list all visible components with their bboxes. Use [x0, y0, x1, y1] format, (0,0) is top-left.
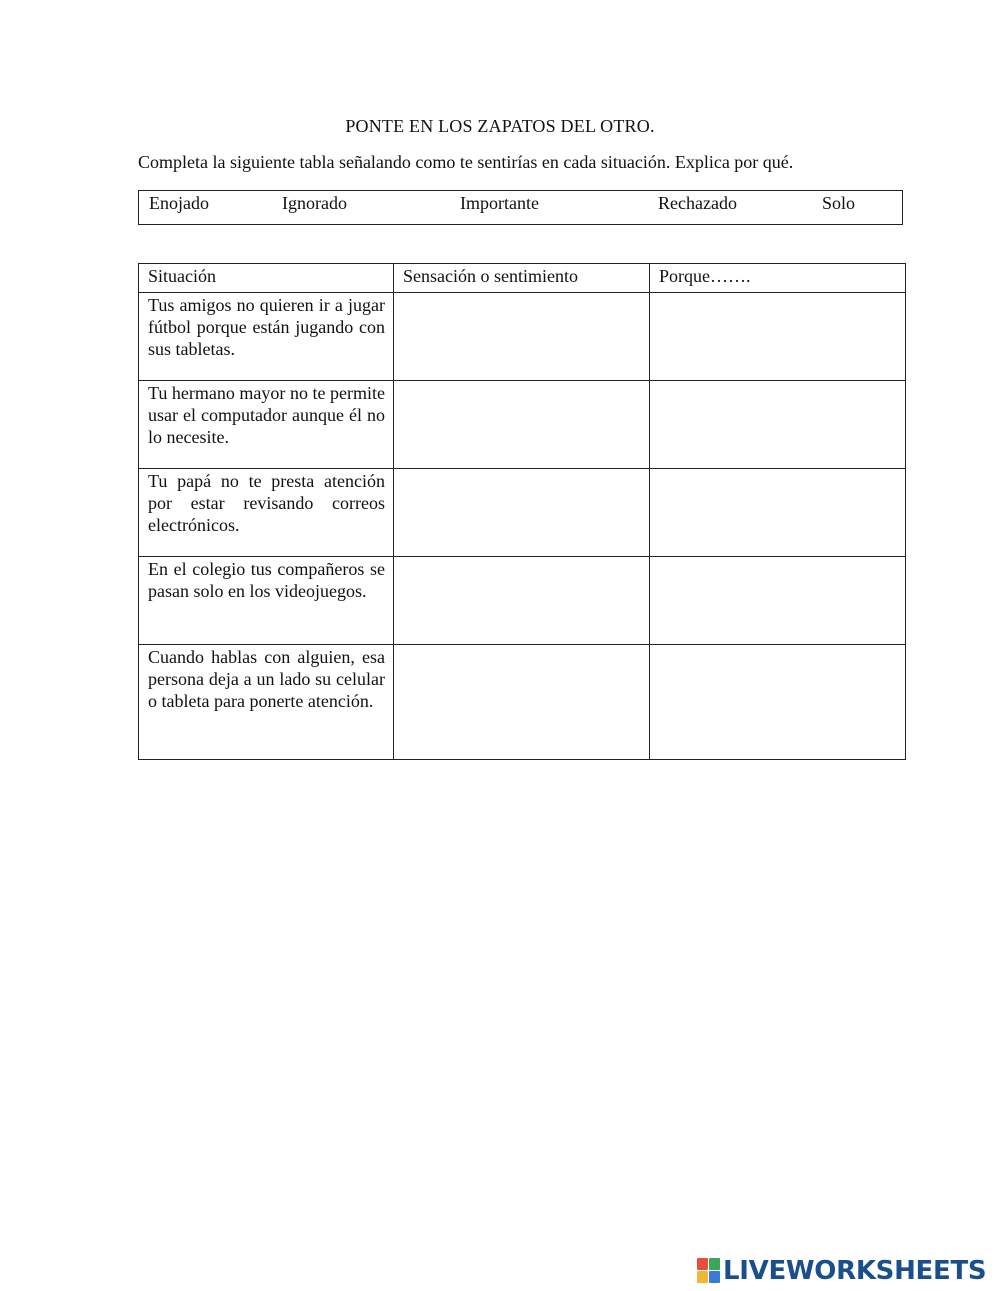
logo-square	[709, 1258, 720, 1270]
header-sensacion: Sensación o sentimiento	[394, 264, 650, 293]
reason-answer-cell[interactable]	[650, 293, 906, 381]
header-porque: Porque…….	[650, 264, 906, 293]
situations-table	[138, 263, 906, 760]
feeling-answer-cell[interactable]	[394, 293, 650, 381]
logo-square	[709, 1271, 720, 1283]
feeling-answer-cell[interactable]	[394, 645, 650, 760]
table-row	[139, 469, 906, 557]
liveworksheets-logo	[697, 1255, 986, 1287]
feeling-answer-cell[interactable]	[394, 557, 650, 645]
logo-square	[697, 1271, 708, 1283]
table-row	[139, 645, 906, 760]
word-bank-item-rechazado: Rechazado	[658, 193, 737, 213]
situation-cell: Tu hermano mayor no te permite usar el computador aunque él no lo necesite.	[139, 381, 394, 469]
page-title: PONTE EN LOS ZAPATOS DEL OTRO.	[345, 116, 655, 136]
logo-square	[697, 1258, 708, 1270]
word-bank	[138, 190, 903, 225]
feeling-answer-cell[interactable]	[394, 381, 650, 469]
instructions: Completa la siguiente tabla señalando como te sentirías en cada situación. Explica por qué.	[138, 152, 794, 172]
word-bank-item-solo: Solo	[822, 193, 856, 213]
table-row	[139, 293, 906, 381]
situation-cell: En el colegio tus compañeros se pasan solo en los videojuegos.	[139, 557, 394, 645]
word-bank-item-enojado: Enojado	[149, 193, 209, 213]
reason-answer-cell[interactable]	[650, 469, 906, 557]
table-row	[139, 381, 906, 469]
header-situacion: Situación	[139, 264, 394, 293]
feeling-answer-cell[interactable]	[394, 469, 650, 557]
table-header-row	[139, 264, 906, 293]
situation-cell: Cuando hablas con alguien, esa persona deja a un lado su celular o tableta para ponerte atención.	[139, 645, 394, 760]
reason-answer-cell[interactable]	[650, 645, 906, 760]
reason-answer-cell[interactable]	[650, 381, 906, 469]
situation-cell: Tu papá no te presta atención por estar revisando correos electrónicos.	[139, 469, 394, 557]
situation-cell: Tus amigos no quieren ir a jugar fútbol porque están jugando con sus tabletas.	[139, 293, 394, 381]
liveworksheets-mark-icon	[697, 1258, 721, 1284]
word-bank-item-importante: Importante	[460, 193, 539, 213]
table-row	[139, 557, 906, 645]
word-bank-item-ignorado: Ignorado	[282, 193, 347, 213]
reason-answer-cell[interactable]	[650, 557, 906, 645]
logo-text: LIVEWORKSHEETS	[723, 1256, 987, 1286]
